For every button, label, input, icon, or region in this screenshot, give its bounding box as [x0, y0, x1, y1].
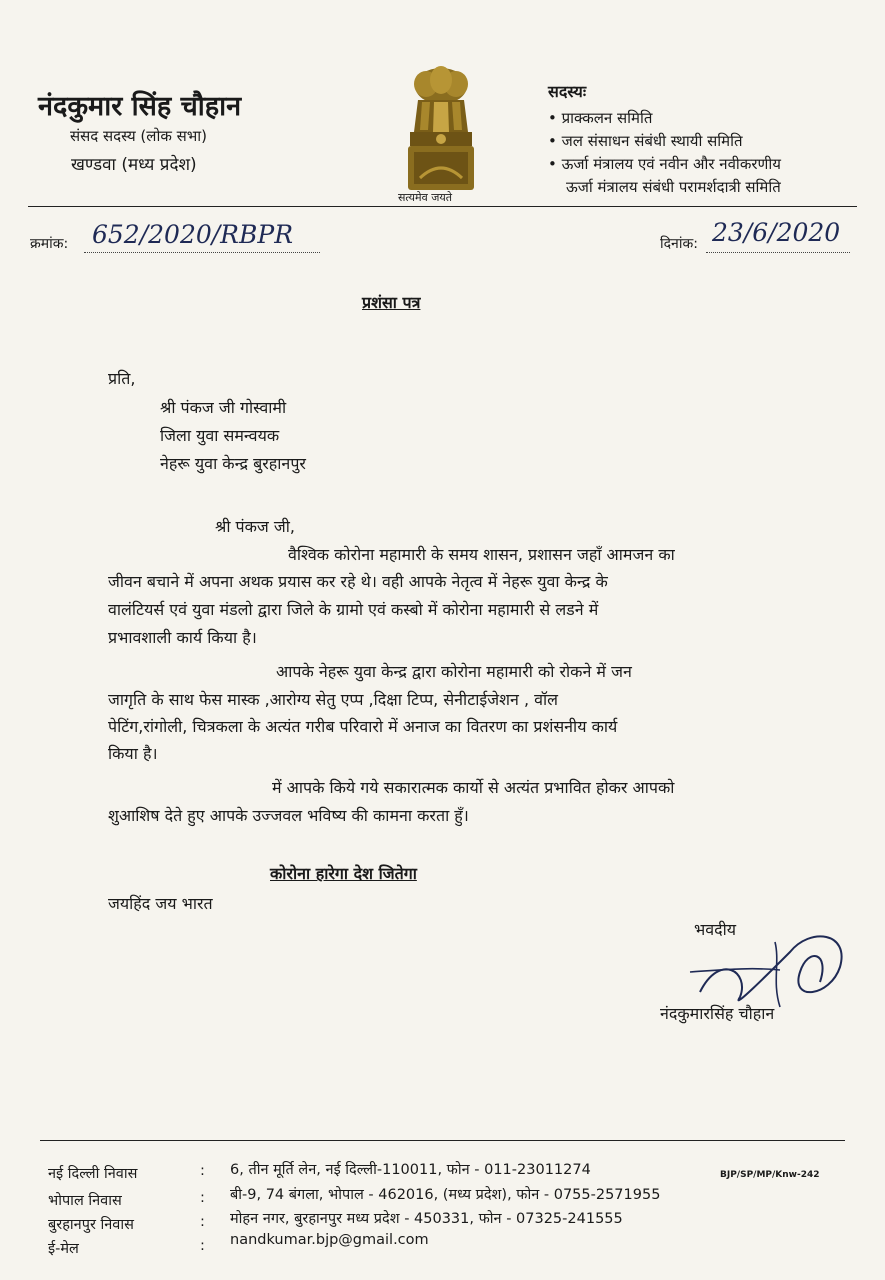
footer-value: 6, तीन मूर्ति लेन, नई दिल्ली-110011, फोन - 011-23011274: [230, 1162, 591, 1178]
committee-item: • जल संसाधन संबंधी स्थायी समिति: [548, 132, 743, 150]
recipient-line: जिला युवा समन्वयक: [160, 426, 280, 445]
footer-separator: :: [200, 1238, 205, 1254]
valediction: भवदीय: [694, 920, 737, 939]
signatory-name: नंदकुमारसिंह चौहान: [660, 1004, 775, 1023]
ref-label: क्रमांक:: [30, 236, 69, 252]
body-line: वैश्विक कोरोना महामारी के समय शासन, प्रशासन जहॉं आमजन का: [288, 545, 675, 564]
form-code: BJP/SP/MP/Knw-242: [720, 1170, 820, 1180]
ref-dotted-line: [84, 252, 320, 253]
footer-value: मोहन नगर, बुरहानपुर मध्य प्रदेश - 450331, फोन - 07325-241555: [230, 1211, 623, 1227]
body-line: प्रभावशाली कार्य किया है।: [108, 628, 257, 647]
recipient-line: श्री पंकज जी गोस्वामी: [160, 398, 287, 417]
ref-number: 652/2020/RBPR: [92, 220, 294, 249]
closing-greeting: जयहिंद जय भारत: [108, 894, 213, 913]
letter-title: प्रशंसा पत्र: [362, 293, 421, 312]
body-line: आपके नेहरू युवा केन्द्र द्वारा कोरोना महामारी को रोकने में जन: [276, 662, 632, 681]
body-line: पेटिंग,रांगोली, चित्रकला के अत्यंत गरीब परिवारो में अनाज का वितरण का प्रशंसनीय कार्य: [108, 717, 618, 736]
date-value: 23/6/2020: [712, 218, 841, 247]
recipient-line: नेहरू युवा केन्द्र बुरहानपुर: [160, 454, 306, 473]
body-line: शुआशिष देते हुए आपके उज्जवल भविष्य की कामना करता हुॅं।: [108, 806, 469, 825]
committees-heading: सदस्यः: [548, 82, 587, 101]
emblem-motto: सत्यमेव जयते: [398, 191, 453, 204]
slogan: कोरोना हारेगा देश जितेगा: [270, 864, 417, 883]
constituency: खण्डवा (मध्य प्रदेश): [71, 155, 197, 175]
to-label: प्रति,: [108, 369, 136, 388]
footer-separator: :: [200, 1214, 205, 1230]
body-line: जागृति के साथ फेस मास्क ,आरोग्य सेतु एप्प ,दिक्षा टिप्प, सेनीटाईजेशन , वॉल: [108, 690, 559, 709]
date-dotted-line: [706, 252, 850, 253]
footer-label: भोपाल निवास: [48, 1193, 122, 1209]
header-divider: [28, 206, 857, 207]
body-line: वालंटियर्स एवं युवा मंडलो द्वारा जिले के ग्रामो एवं कस्बो में कोरोना महामारी से लडने में: [108, 600, 599, 619]
email-value: nandkumar.bjp@gmail.com: [230, 1232, 429, 1248]
body-line: में आपके किये गये सकारात्मक कार्यो से अत्यंत प्रभावित होकर आपको: [272, 778, 675, 797]
committee-item: • ऊर्जा मंत्रालय एवं नवीन और नवीकरणीय: [548, 155, 781, 173]
footer-value: बी-9, 74 बंगला, भोपाल - 462016, (मध्य प्रदेश), फोन - 0755-2571955: [230, 1187, 661, 1203]
footer-label: बुरहानपुर निवास: [48, 1217, 134, 1233]
mp-name: नंदकुमार सिंह चौहान: [38, 91, 242, 122]
national-emblem-icon: [396, 62, 486, 202]
body-line: किया है।: [108, 744, 158, 763]
committee-item: • प्राक्कलन समिति: [548, 109, 653, 127]
footer-separator: :: [200, 1190, 205, 1206]
footer-label: ई-मेल: [48, 1241, 79, 1257]
designation: संसद सदस्य (लोक सभा): [70, 127, 208, 145]
body-line: जीवन बचाने में अपना अथक प्रयास कर रहे थे। वही आपके नेतृत्व में नेहरू युवा केन्द्र के: [108, 572, 608, 591]
footer-divider: [40, 1140, 845, 1141]
date-label: दिनांक:: [660, 236, 698, 252]
committee-item-continuation: ऊर्जा मंत्रालय संबंधी परामर्शदात्री समिति: [566, 178, 781, 196]
footer-label: नई दिल्ली निवास: [48, 1166, 138, 1182]
salutation: श्री पंकज जी,: [215, 517, 295, 536]
footer-separator: :: [200, 1163, 205, 1179]
